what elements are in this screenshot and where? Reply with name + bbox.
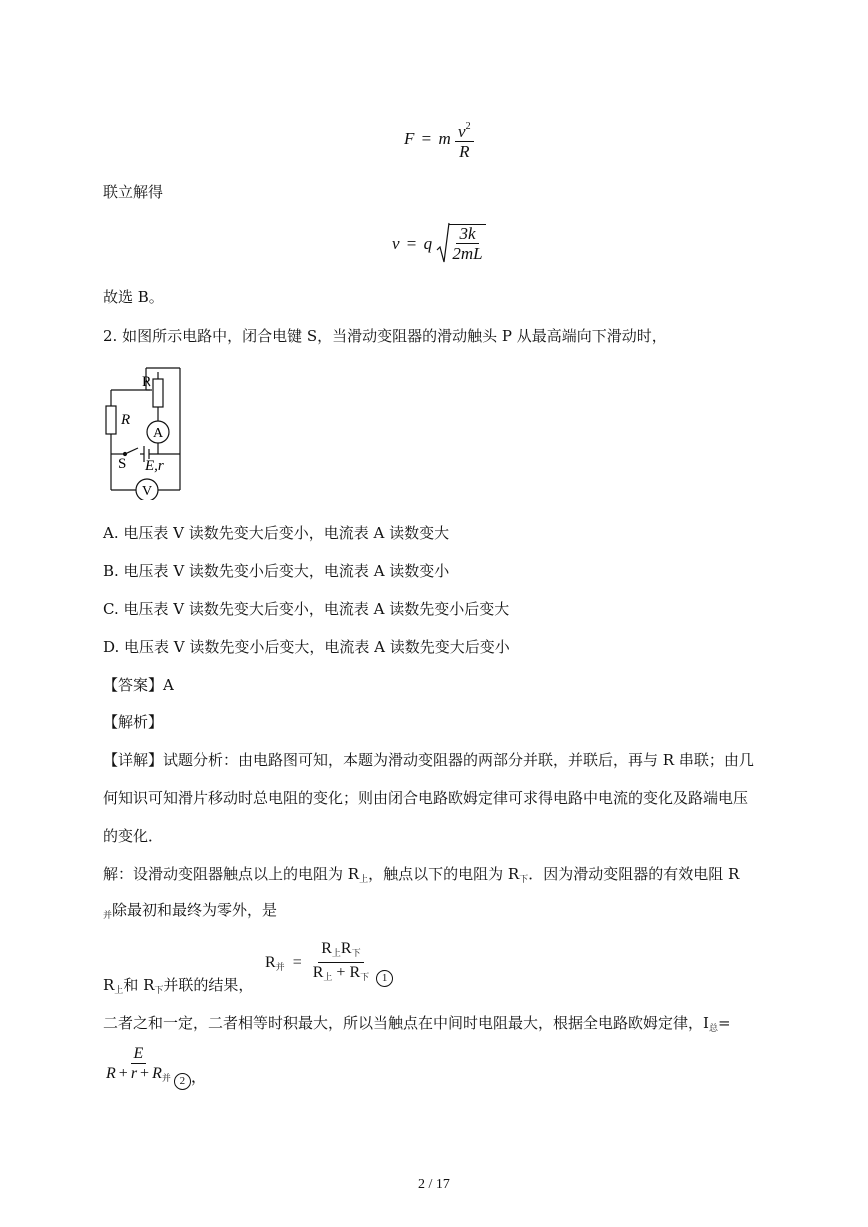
label-s: S bbox=[118, 456, 127, 472]
label-v: V bbox=[142, 484, 153, 499]
circuit-diagram bbox=[100, 362, 190, 500]
option-a: A. 电压表 V 读数先变大后变小，电流表 A 读数变大 bbox=[103, 524, 450, 542]
option-b: B. 电压表 V 读数先变小后变大，电流表 A 读数变小 bbox=[103, 562, 450, 580]
solution-line-3: $R_上$和 $R_下$并联的结果， bbox=[103, 976, 254, 996]
page-number: 2 / 17 bbox=[418, 1177, 450, 1192]
solution-line-4: 二者之和一定，二者相等时积最大，所以当触点在中间时电阻最大，根据全电路欧姆定律，$I_总=$ bbox=[103, 1014, 731, 1034]
option-c: C. 电压表 V 读数先变大后变小，电流表 A 读数先变小后变大 bbox=[103, 600, 510, 618]
text-choose: 故选 B。 bbox=[103, 288, 164, 306]
formula-parallel: $R_并$ = $\frac{R_上R_下}{R_上 + R_下}$ 1 bbox=[265, 940, 393, 987]
detail-line-2: 何知识可知滑片移动时总电阻的变化；则由闭合电路欧姆定律可求得电路中电流的变化及路端电压 bbox=[103, 789, 749, 807]
solution-line-1: 解：设滑动变阻器触点以上的电阻为 $R_上$，触点以下的电阻为 $R_下$．因为滑动变阻器的有效电阻 R bbox=[103, 865, 740, 885]
text-joint: 联立解得 bbox=[103, 183, 164, 201]
label-a: A bbox=[153, 426, 164, 441]
detail-line-3: 的变化． bbox=[103, 827, 164, 845]
label-er: E,r bbox=[145, 458, 164, 474]
analysis-heading: 【解析】 bbox=[103, 713, 164, 731]
answer-text: 【答案】A bbox=[103, 676, 174, 694]
label-p: P bbox=[142, 374, 151, 390]
formula-current: $\frac{E}{R + r + R_并}$ 2 ， bbox=[103, 1045, 207, 1090]
circled-number-2: 2 bbox=[174, 1073, 191, 1090]
option-d: D. 电压表 V 读数先变小后变大，电流表 A 读数先变大后变小 bbox=[103, 638, 510, 656]
circled-number-1: 1 bbox=[376, 970, 393, 987]
label-r: R bbox=[121, 412, 131, 428]
solution-line-2: $_并$除最初和最终为零外，是 bbox=[103, 901, 278, 921]
question-text: 2. 如图所示电路中，闭合电键 S，当滑动变阻器的滑动触头 P 从最高端向下滑动时， bbox=[103, 327, 667, 345]
formula-velocity: v = q $\frac{3k}{2mL}$ bbox=[392, 222, 486, 266]
formula-centripetal: F = m $\frac{v^2}{R}$ bbox=[404, 118, 474, 162]
sqrt-icon bbox=[436, 222, 450, 266]
detail-line-1: 【详解】试题分析：由电路图可知，本题为滑动变阻器的两部分并联，并联后，再与 R 串联；由几 bbox=[103, 751, 754, 769]
